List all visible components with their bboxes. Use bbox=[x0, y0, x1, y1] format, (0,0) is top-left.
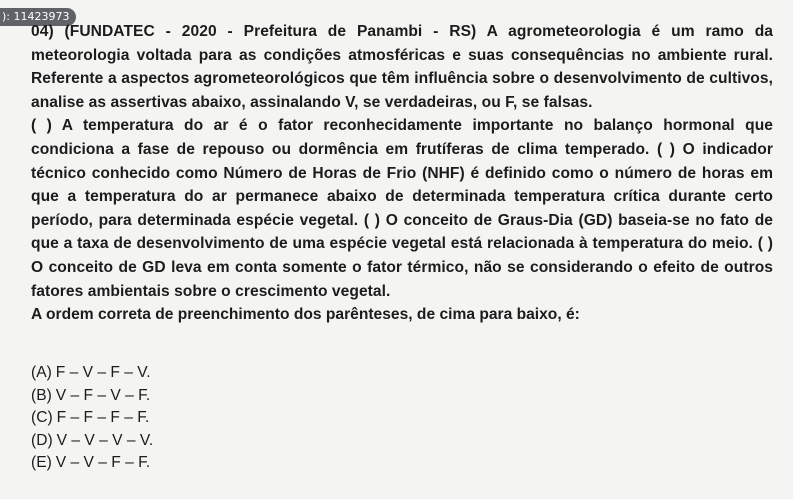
option-text: F – V – F – V. bbox=[55, 364, 151, 381]
option-c[interactable] bbox=[31, 407, 153, 430]
question-prompt: A ordem correta de preenchimento dos parênteses, de cima para baixo, é: bbox=[31, 306, 580, 324]
option-text: V – V – F – F. bbox=[55, 454, 151, 471]
question-id-badge: ): 11423973 bbox=[0, 8, 76, 26]
option-letter: (C) bbox=[31, 409, 53, 426]
question-header: 04) (FUNDATEC - 2020 - Prefeitura de Panambi - RS) A agrometeorologia é um ramo da meteorologia voltada para as condições atmosféricas e suas consequências no ambiente rural. Referente a aspectos agrometeorológicos que têm influência sobre o desenvolvimento de cultivos, analise as assertivas abaixo, assinalando V, se verdadeiras, ou F, se falsas. bbox=[31, 23, 773, 111]
option-text: V – V – V – V. bbox=[56, 431, 154, 449]
option-a[interactable] bbox=[31, 362, 153, 385]
option-text: F – F – F – F. bbox=[56, 409, 150, 426]
question-assertions: ( ) A temperatura do ar é o fator reconhecidamente importante no balanço hormonal que condiciona a fase de repouso ou dormência em frutíferas de clima temperado. ( ) O indicador técnico conhecido como Número de Horas de Frio (NHF) é definido como o número de horas em que a temperatura do ar permanece abaixo de determinada temperatura crítica durante certo período, para determinada espécie vegetal. ( ) O conceito de Graus-Dia (GD) baseia-se no fato de que a taxa de desenvolvimento de uma espécie vegetal está relacionada à temperatura do meio. ( ) O conceito de GD leva em conta somente o fator térmico, não se considerando o efeito de outros fatores ambientais sobre o crescimento vegetal. bbox=[31, 117, 773, 300]
option-letter: (D) bbox=[31, 431, 53, 449]
option-d[interactable] bbox=[31, 430, 153, 453]
answer-options bbox=[31, 362, 153, 475]
option-letter: (A) bbox=[31, 364, 52, 381]
option-e[interactable] bbox=[31, 452, 153, 475]
option-text: V – F – V – F. bbox=[55, 386, 151, 404]
option-letter: (E) bbox=[31, 454, 52, 471]
option-letter: (B) bbox=[31, 386, 52, 404]
question-body bbox=[31, 20, 773, 327]
option-b[interactable] bbox=[31, 385, 153, 408]
